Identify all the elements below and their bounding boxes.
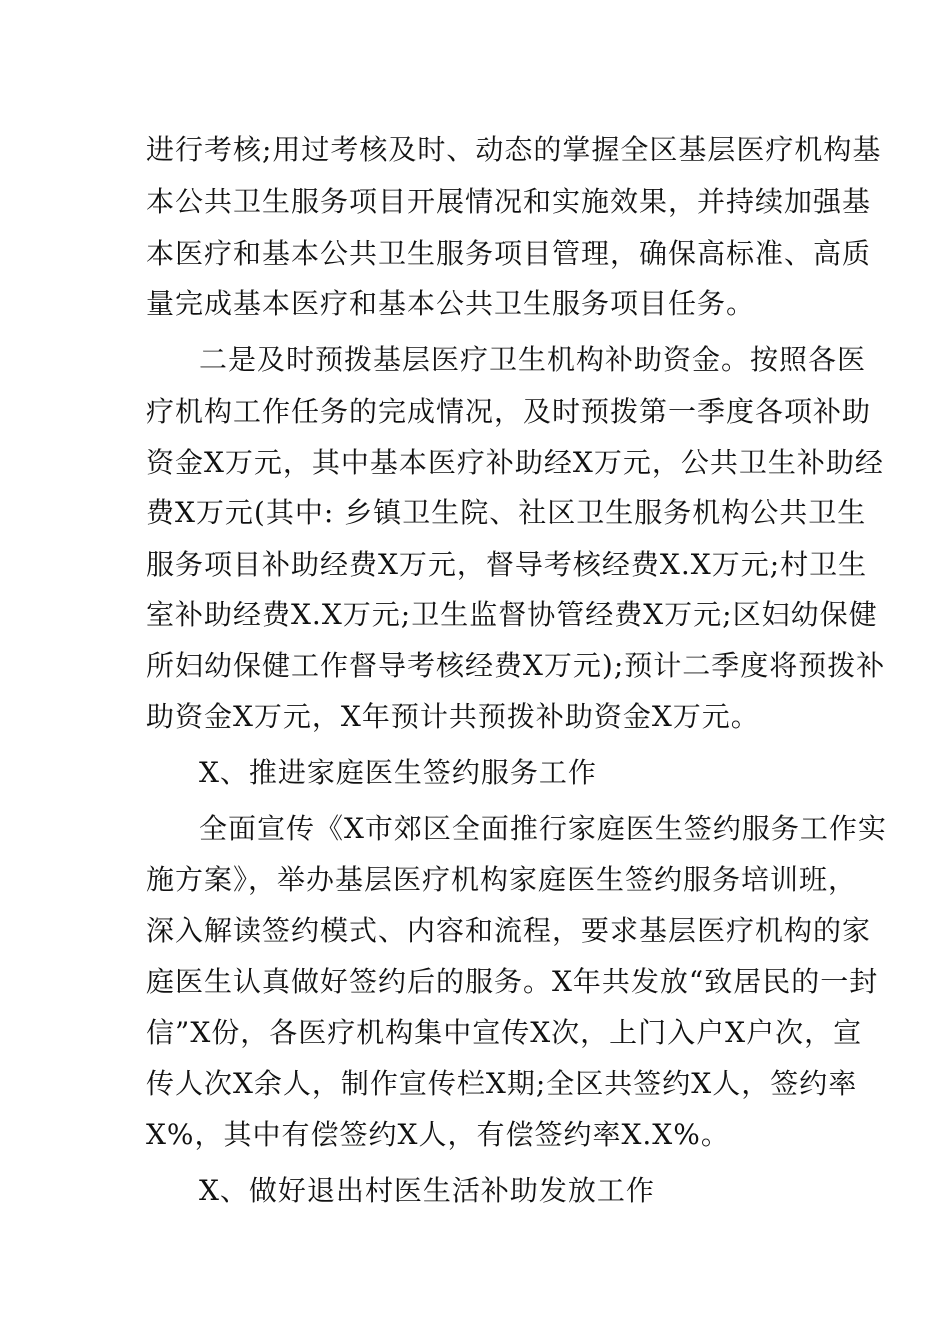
paragraph-1-line-2: 本公共卫生服务项目开展情况和实施效果，并持续加强基 [146, 185, 872, 218]
paragraph-3-line-3: 深入解读签约模式、内容和流程，要求基层医疗机构的家 [146, 914, 872, 947]
paragraph-2-line-6: 室补助经费X.X万元;卫生监督协管经费X万元;区妇幼保健 [146, 598, 878, 631]
paragraph-3-line-1: 全面宣传《X市郊区全面推行家庭医生签约服务工作实 [199, 812, 887, 845]
paragraph-2-line-8: 助资金X万元，X年预计共预拨补助资金X万元。 [146, 700, 760, 733]
paragraph-2-line-5: 服务项目补助经费X万元，督导考核经费X.X万元;村卫生 [146, 548, 868, 581]
paragraph-2-line-7: 所妇幼保健工作督导考核经费X万元);预计二季度将预拨补 [146, 649, 886, 682]
section-heading-family-doctor: X、推进家庭医生签约服务工作 [199, 756, 597, 789]
paragraph-1-line-1: 进行考核;用过考核及时、动态的掌握全区基层医疗机构基 [146, 133, 882, 166]
section-heading-village-doctor: X、做好退出村医生活补助发放工作 [199, 1174, 655, 1207]
paragraph-2-line-1: 二是及时预拨基层医疗卫生机构补助资金。按照各医 [199, 343, 867, 376]
paragraph-1-line-3: 本医疗和基本公共卫生服务项目管理，确保高标准、高质 [146, 237, 872, 270]
paragraph-2-line-3: 资金X万元，其中基本医疗补助经X万元，公共卫生补助经 [146, 446, 884, 479]
paragraph-3-line-7: X%，其中有偿签约X人，有偿签约率X.X%。 [146, 1118, 730, 1151]
paragraph-1-line-4: 量完成基本医疗和基本公共卫生服务项目任务。 [146, 287, 756, 320]
paragraph-3-line-5: 信”X份，各医疗机构集中宣传X次，上门入户X户次，宣 [146, 1016, 863, 1049]
paragraph-3-line-4: 庭医生认真做好签约后的服务。X年共发放“致居民的一封 [146, 965, 879, 998]
paragraph-3-line-2: 施方案》，举办基层医疗机构家庭医生签约服务培训班， [146, 863, 858, 896]
paragraph-3-line-6: 传人次X余人，制作宣传栏X期;全区共签约X人，签约率 [146, 1067, 858, 1100]
paragraph-2-line-4: 费X万元(其中: 乡镇卫生院、社区卫生服务机构公共卫生 [146, 496, 867, 529]
paragraph-2-line-2: 疗机构工作任务的完成情况，及时预拨第一季度各项补助 [146, 395, 872, 428]
